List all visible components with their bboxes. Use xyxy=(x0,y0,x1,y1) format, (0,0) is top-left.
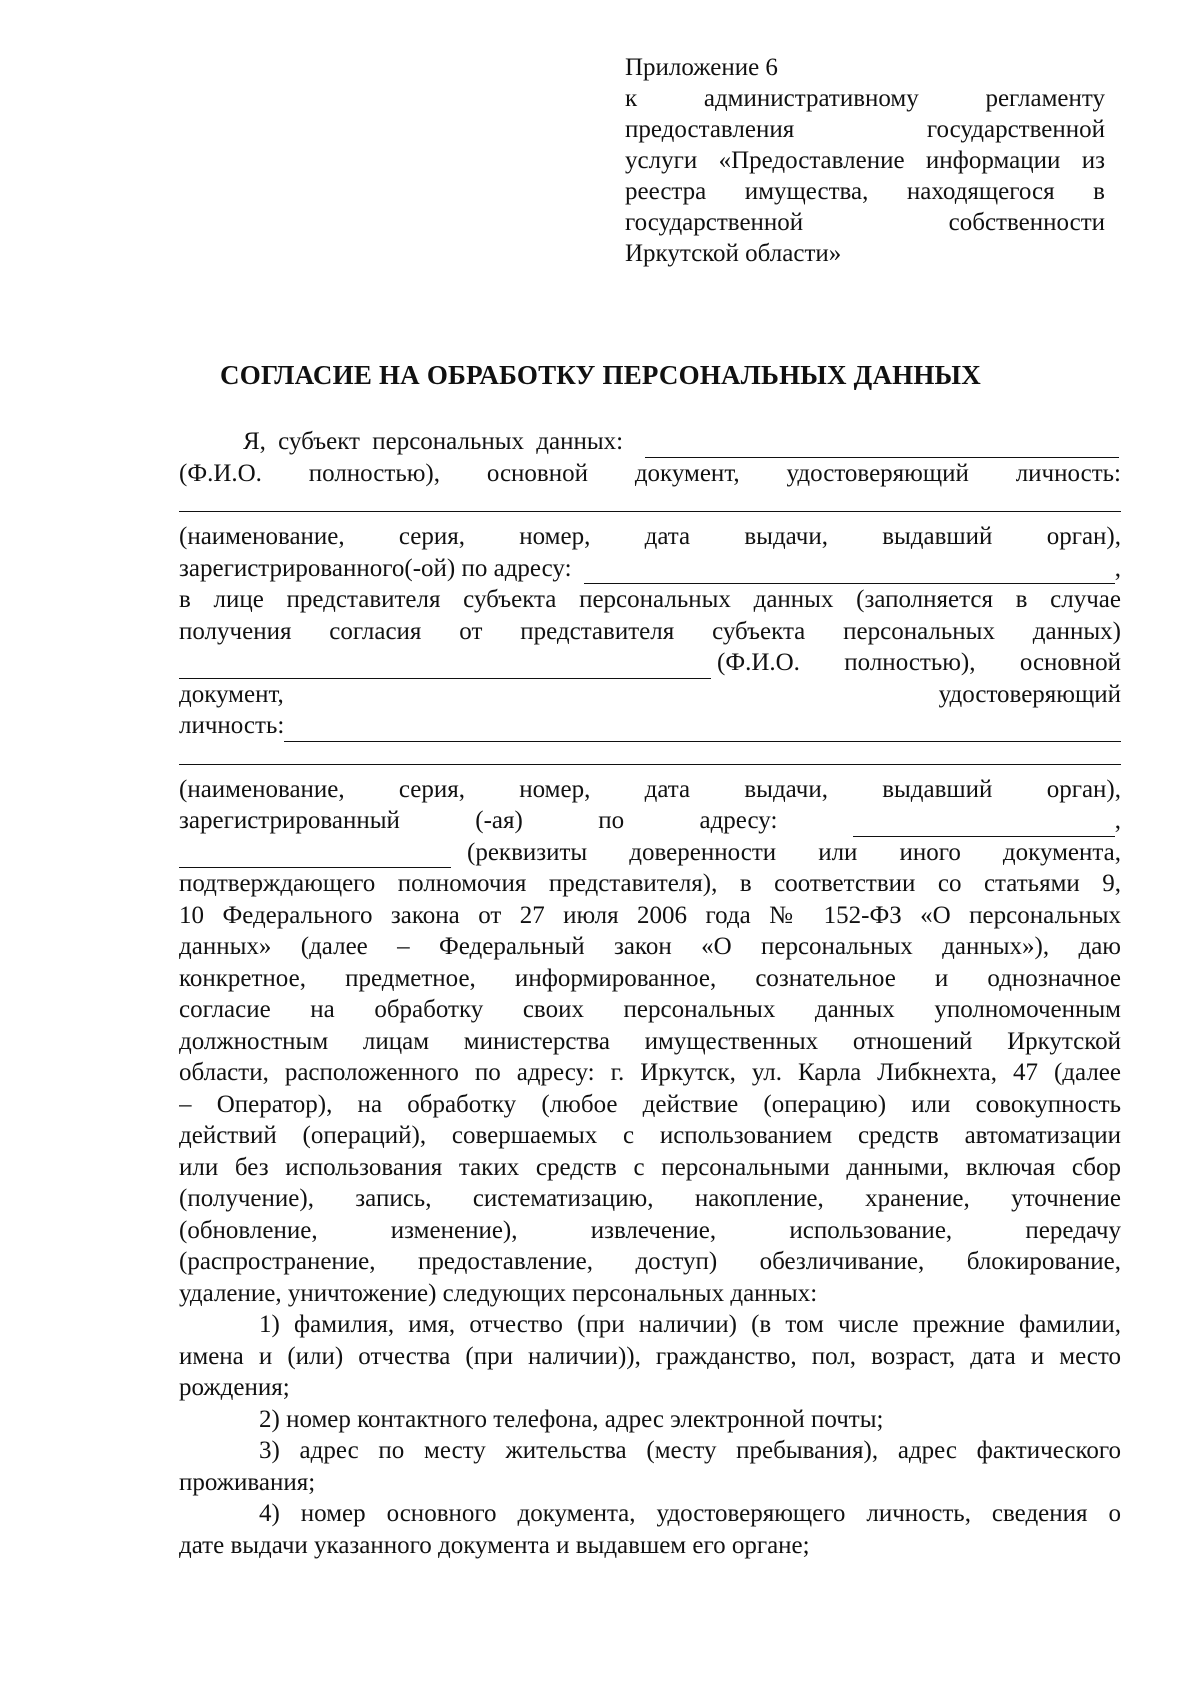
form-line xyxy=(179,553,1121,585)
consent-form-body xyxy=(179,426,1121,1561)
form-line: должностным лицам министерства имущественных отношений Иркутской xyxy=(179,1027,1121,1055)
annex-line: к административному регламенту xyxy=(625,85,1105,112)
identity-document-blank-field[interactable] xyxy=(179,489,1121,512)
form-text: , xyxy=(1114,807,1121,834)
form-line xyxy=(179,837,1121,869)
form-line: (наименование, серия, номер, дата выдачи, выдавший орган), xyxy=(179,523,1121,550)
form-line: удаление, уничтожение) следующих персональных данных: xyxy=(179,1279,818,1307)
annex-line: реестра имущества, находящегося в xyxy=(625,178,1105,205)
form-text: (Ф.И.О. полностью), основной xyxy=(717,649,1121,676)
form-line: действий (операций), совершаемых с использованием средств автоматизации xyxy=(179,1122,1121,1149)
list-item-line: рождения; xyxy=(179,1374,290,1401)
list-item-line: 1) фамилия, имя, отчество (при наличии) (в том числе прежние фамилии, xyxy=(259,1311,1121,1338)
form-text: по xyxy=(598,807,625,834)
form-line xyxy=(179,426,1121,458)
form-text: (реквизиты доверенности или иного документа, xyxy=(467,838,1121,866)
form-line: (Ф.И.О. полностью), основной документ, удостоверяющий личность: xyxy=(179,459,1121,487)
representative-identity-blank-field-2[interactable] xyxy=(179,742,1121,765)
form-text: (-ая) xyxy=(475,807,523,834)
form-line: (получение), запись, систематизацию, накопление, хранение, уточнение xyxy=(179,1185,1121,1212)
form-line: (наименование, серия, номер, дата выдачи, выдавший орган), xyxy=(179,775,1121,803)
form-line: получения согласия от представителя субъекта персональных данных) xyxy=(179,617,1121,645)
list-item-line: имена и (или) отчества (при наличии)), гражданство, пол, возраст, дата и место xyxy=(179,1342,1121,1370)
list-item-line: 4) номер основного документа, удостоверяющего личность, сведения о xyxy=(259,1500,1121,1527)
fio-blank-field[interactable] xyxy=(645,433,1119,458)
form-line xyxy=(179,710,1121,742)
form-text: документ, xyxy=(179,680,284,708)
document-title: СОГЛАСИЕ НА ОБРАБОТКУ ПЕРСОНАЛЬНЫХ ДАННЫХ xyxy=(220,360,981,390)
list-item-line: 3) адрес по месту жительства (месту пребывания), адрес фактического xyxy=(259,1437,1121,1464)
representative-address-blank-field[interactable] xyxy=(853,812,1115,837)
form-text: , xyxy=(1114,554,1121,582)
address-blank-field[interactable] xyxy=(584,559,1115,584)
form-text: личность: xyxy=(179,712,285,739)
form-line: подтверждающего полномочия представителя), в соответствии со статьями 9, xyxy=(179,870,1121,897)
list-item-line: дате выдачи указанного документа и выдавшем его органе; xyxy=(179,1531,810,1559)
form-line: (обновление, изменение), извлечение, использование, передачу xyxy=(179,1216,1121,1244)
form-text: зарегистрированного(-ой) по адресу: xyxy=(179,554,572,582)
form-text: удостоверяющий xyxy=(938,680,1121,708)
list-item-line: проживания; xyxy=(179,1468,316,1496)
form-line: согласие на обработку своих персональных данных уполномоченным xyxy=(179,996,1121,1023)
form-line xyxy=(179,805,1121,837)
form-line xyxy=(179,679,1121,711)
form-line: области, расположенного по адресу: г. Иркутск, ул. Карла Либкнехта, 47 (далее xyxy=(179,1059,1121,1086)
annex-line: предоставления государственной xyxy=(625,116,1105,143)
annex-line: государственной собственности xyxy=(625,209,1105,236)
form-text: адресу: xyxy=(699,807,778,834)
representative-identity-blank-field[interactable] xyxy=(284,717,1121,742)
form-line: в лице представителя субъекта персональных данных (заполняется в случае xyxy=(179,586,1121,613)
form-line: – Оператор), на обработку (любое действие (операцию) или совокупность xyxy=(179,1090,1121,1118)
annex-line: Приложение 6 xyxy=(625,54,778,81)
form-text: зарегистрированный xyxy=(179,807,400,834)
form-line xyxy=(179,647,1121,679)
representative-fio-blank-field[interactable] xyxy=(179,654,711,679)
form-line: конкретное, предметное, информированное, сознательное и однозначное xyxy=(179,964,1121,992)
form-text: Я, субъект персональных данных: xyxy=(243,428,624,455)
annex-line: Иркутской области» xyxy=(625,240,842,267)
form-line: 10 Федерального закона от 27 июля 2006 года № 152-ФЗ «О персональных xyxy=(179,901,1121,929)
list-item-line: 2) номер контактного телефона, адрес электронной почты; xyxy=(259,1405,884,1433)
form-line: (распространение, предоставление, доступ) обезличивание, блокирование, xyxy=(179,1248,1121,1275)
annex-header xyxy=(625,52,1105,269)
annex-line: услуги «Предоставление информации из xyxy=(625,147,1105,174)
form-line: или без использования таких средств с персональными данными, включая сбор xyxy=(179,1153,1121,1181)
power-of-attorney-blank-field[interactable] xyxy=(179,843,451,868)
form-line: данных» (далее – Федеральный закон «О персональных данных»), даю xyxy=(179,933,1121,960)
